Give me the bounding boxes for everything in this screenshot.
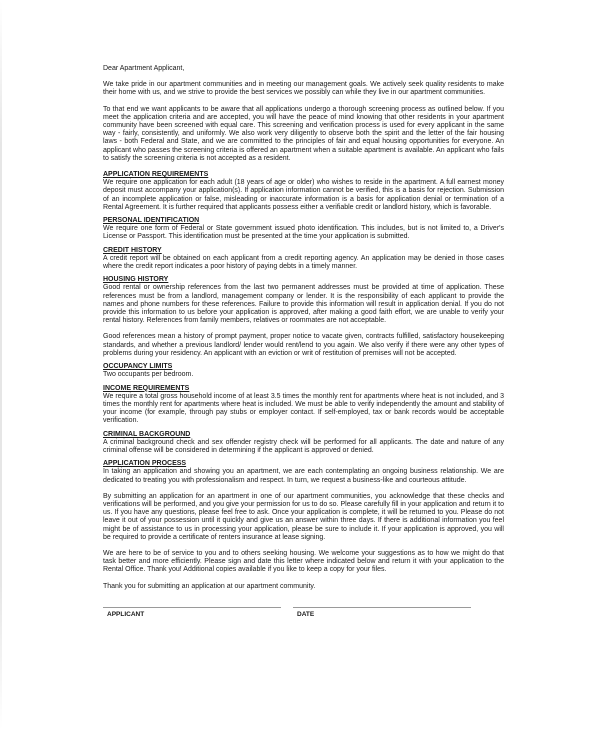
section-heading: APPLICATION REQUIREMENTS: [103, 171, 209, 179]
section-heading: HOUSING HISTORY: [103, 276, 169, 284]
section-criminal-background: [103, 431, 504, 456]
closing-paragraph-1: By submitting an application for an apartment in one of our apartment communities, you acknowledge that these checks and verifications will be performed, and you give your permission for us to do so. Please carefully fill in your application and return it to us. If you have any questions, please feel free to ask. Once your application is complete, it will be returned to you. Please do not leave it out of your possession until it quickly and give us an answer within three days. If there is additional information you feel might be of assistance to us in processing your application, please be sure to include it. If your application is approved, you will be required to provide a certificate of renters insurance at lease signing.: [103, 492, 504, 541]
section-heading: CRIMINAL BACKGROUND: [103, 430, 191, 438]
section-body: We require one form of Federal or State government issued photo identification. This includes, but is not limited to, a Driver's License or Passport. This identification must be presented at the time your application is submitted.: [103, 225, 504, 241]
date-signature-block: [293, 607, 471, 619]
section-body: A credit report will be obtained on each applicant from a credit reporting agency. An application may be denied in those cases where the credit report indicates a poor history of paying debts in a timely manner.: [103, 254, 504, 271]
section-heading: PERSONAL IDENTIFICATION: [103, 217, 200, 225]
section-heading: INCOME REQUIREMENTS: [103, 384, 190, 392]
section-credit-history: [103, 247, 504, 272]
section-heading: APPLICATION PROCESS: [103, 460, 187, 468]
applicant-signature-block: [103, 607, 281, 619]
intro-paragraph-1: We take pride in our apartment communities and in meeting our management goals. We actively seek quality residents to make their home with us, and we strive to provide the best services we possibly can while they live in our apartment communities.: [103, 81, 504, 97]
date-signature-line[interactable]: [293, 607, 471, 608]
intro-paragraph-2: To that end we want applicants to be aware that all applications undergo a thorough screening process as outlined below. If you meet the application criteria and are accepted, you will have the peace of mind knowing that other residents in your apartment community have been screened with equal care. This screening and verification process is used for every applicant in the same way - fairly, consistently, and uniformly. We also work very diligently to observe both the spirit and the letter of the fair housing laws - both Federal and State, and we are committed to the principles of fair and equal housing opportunities for everyone. An applicant who passes the screening criteria is offered an apartment when a suitable apartment is available. An applicant who fails to satisfy the screening criteria is not accepted as a resident.: [103, 105, 504, 162]
closing-paragraph-3: Thank you for submitting an application at our apartment community.: [103, 582, 316, 590]
section-body: In taking an application and showing you an apartment, we are each contemplating an ongoing business relationship. We are dedicated to treating you with professionalism and respect. In turn, we request a business-like and courteous attitude.: [103, 468, 504, 484]
section-body-2: Good references mean a history of prompt payment, proper notice to vacate given, contracts fulfilled, satisfactory housekeeping standards, and whether a previous landlord/ lender would rent/lend to you again. We also verify if there were any other types of problems during your residency. An applicant with an eviction or writ of restitution of premises will not be accepted.: [103, 333, 504, 357]
closing-paragraph-2: We are here to be of service to you and to others seeking housing. We welcome your suggestions as to how we might do that task better and more efficiently. Please sign and date this letter where indicated below and return it with your application to the Rental Office. Thank you! Additional copies available if you like to keep a copy for your files.: [103, 549, 504, 574]
greeting: Dear Apartment Applicant,: [103, 65, 185, 72]
applicant-signature-line[interactable]: [103, 607, 281, 608]
section-body: Two occupants per bedroom.: [103, 371, 194, 379]
section-application-process: [103, 460, 504, 485]
section-body: We require one application for each adult (18 years of age or older) who wishes to reside in the apartment. A full earnest money deposit must accompany your application(s). If application information cannot be verified, this is a basis for rejection. Submission of an incomplete application or false, misleading or inaccurate information is a basis for application denial or termination of a Rental Agreement. It is further required that applicants possess either a verifiable credit or landlord history, which is favorable.: [103, 179, 504, 211]
section-body: A criminal background check and sex offender registry check will be performed for all applicants. The date and nature of any criminal offense will be considered in determining if the applicant is approved or denied.: [103, 438, 504, 454]
section-personal-identification: [103, 217, 504, 242]
section-income-requirements: [103, 385, 504, 426]
section-body: Good rental or ownership references from the last two permanent addresses must be provided at time of application. These references must be from a landlord, management company or lender. It is the responsibility of each applicant to provide the names and phone numbers for these references. Failure to provide this information will result in application denial. If you do not provide this information to us before your application is approved, after making a good faith effort, we are unable to verify your rental history. References from family members, relatives or roommates are not acceptable.: [103, 284, 504, 325]
applicant-label: APPLICANT: [107, 610, 145, 618]
section-housing-history: [103, 276, 504, 358]
section-heading: OCCUPANCY LIMITS: [103, 363, 173, 371]
section-body: We require a total gross household income of at least 3.5 times the monthly rent for apartments where heat is not included, and 3 times the monthly rent for apartments where heat is included. We must be able to verify independently the amount and stability of your income (for example, through pay stubs or employer contact. If self-employed, tax or bank records would be acceptable verification.: [103, 392, 504, 425]
section-occupancy-limits: [103, 363, 504, 379]
signature-area: [103, 607, 504, 619]
section-application-requirements: [103, 171, 504, 212]
date-label: DATE: [297, 610, 315, 618]
section-heading: CREDIT HISTORY: [103, 246, 162, 254]
